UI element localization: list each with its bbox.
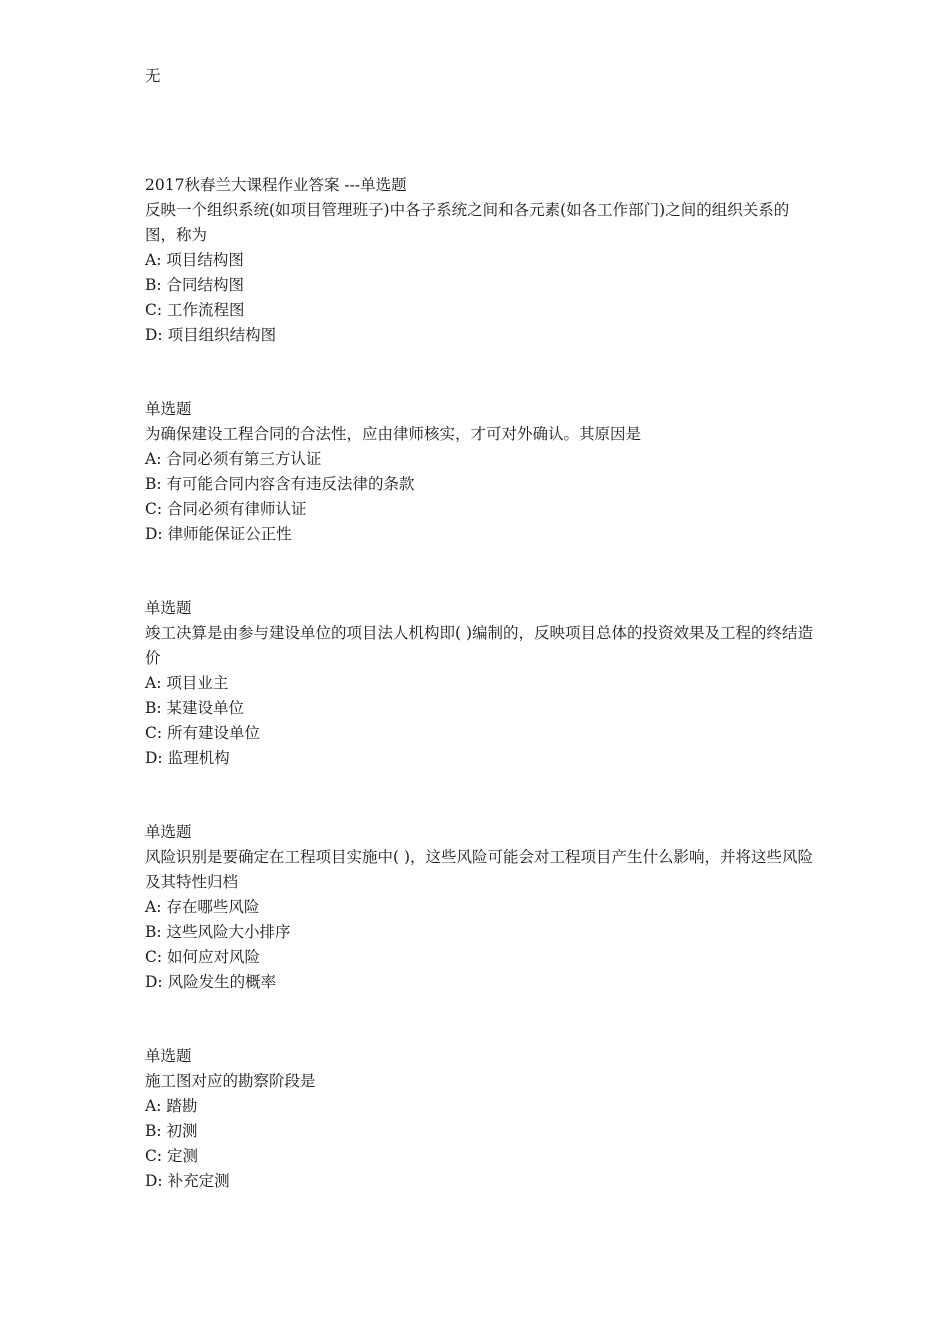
- option-c: C: 合同必须有律师认证: [145, 500, 307, 518]
- question-stem: 施工图对应的勘察阶段是: [145, 1072, 316, 1090]
- question-header: 单选题: [145, 823, 192, 841]
- option-a: A: 踏勘: [145, 1097, 198, 1115]
- question-header: 单选题: [145, 1047, 192, 1065]
- question-header: 2017秋春兰大课程作业答案 ---单选题: [145, 176, 407, 194]
- option-b: B: 这些风险大小排序: [145, 923, 291, 941]
- option-c: C: 工作流程图: [145, 301, 245, 319]
- question-header: 单选题: [145, 400, 192, 418]
- top-note: 无: [145, 67, 161, 85]
- option-d: D: 监理机构: [145, 749, 230, 767]
- option-c: C: 所有建设单位: [145, 724, 261, 742]
- question-stem: 风险识别是要确定在工程项目实施中( )，这些风险可能会对工程项目产生什么影响，并将这些风险及其特性归档: [145, 848, 814, 891]
- option-b: B: 合同结构图: [145, 276, 245, 294]
- option-a: A: 项目结构图: [145, 251, 244, 269]
- option-b: B: 有可能合同内容含有违反法律的条款: [145, 475, 415, 493]
- question-header: 单选题: [145, 599, 192, 617]
- option-d: D: 律师能保证公正性: [145, 525, 292, 543]
- option-c: C: 定测: [145, 1147, 199, 1165]
- option-c: C: 如何应对风险: [145, 948, 261, 966]
- question-stem: 竣工决算是由参与建设单位的项目法人机构即( )编制的，反映项目总体的投资效果及工程的终结造价: [145, 624, 814, 667]
- option-b: B: 初测: [145, 1122, 198, 1140]
- option-a: A: 合同必须有第三方认证: [145, 450, 322, 468]
- option-a: A: 项目业主: [145, 674, 229, 692]
- question-stem: 为确保建设工程合同的合法性，应由律师核实，才可对外确认。其原因是: [145, 425, 642, 443]
- option-b: B: 某建设单位: [145, 699, 245, 717]
- option-d: D: 风险发生的概率: [145, 973, 277, 991]
- option-d: D: 补充定测: [145, 1172, 230, 1190]
- option-a: A: 存在哪些风险: [145, 898, 260, 916]
- option-d: D: 项目组织结构图: [145, 326, 277, 344]
- question-stem: 反映一个组织系统(如项目管理班子)中各子系统之间和各元素(如各工作部门)之间的组织关系的图，称为: [145, 201, 790, 244]
